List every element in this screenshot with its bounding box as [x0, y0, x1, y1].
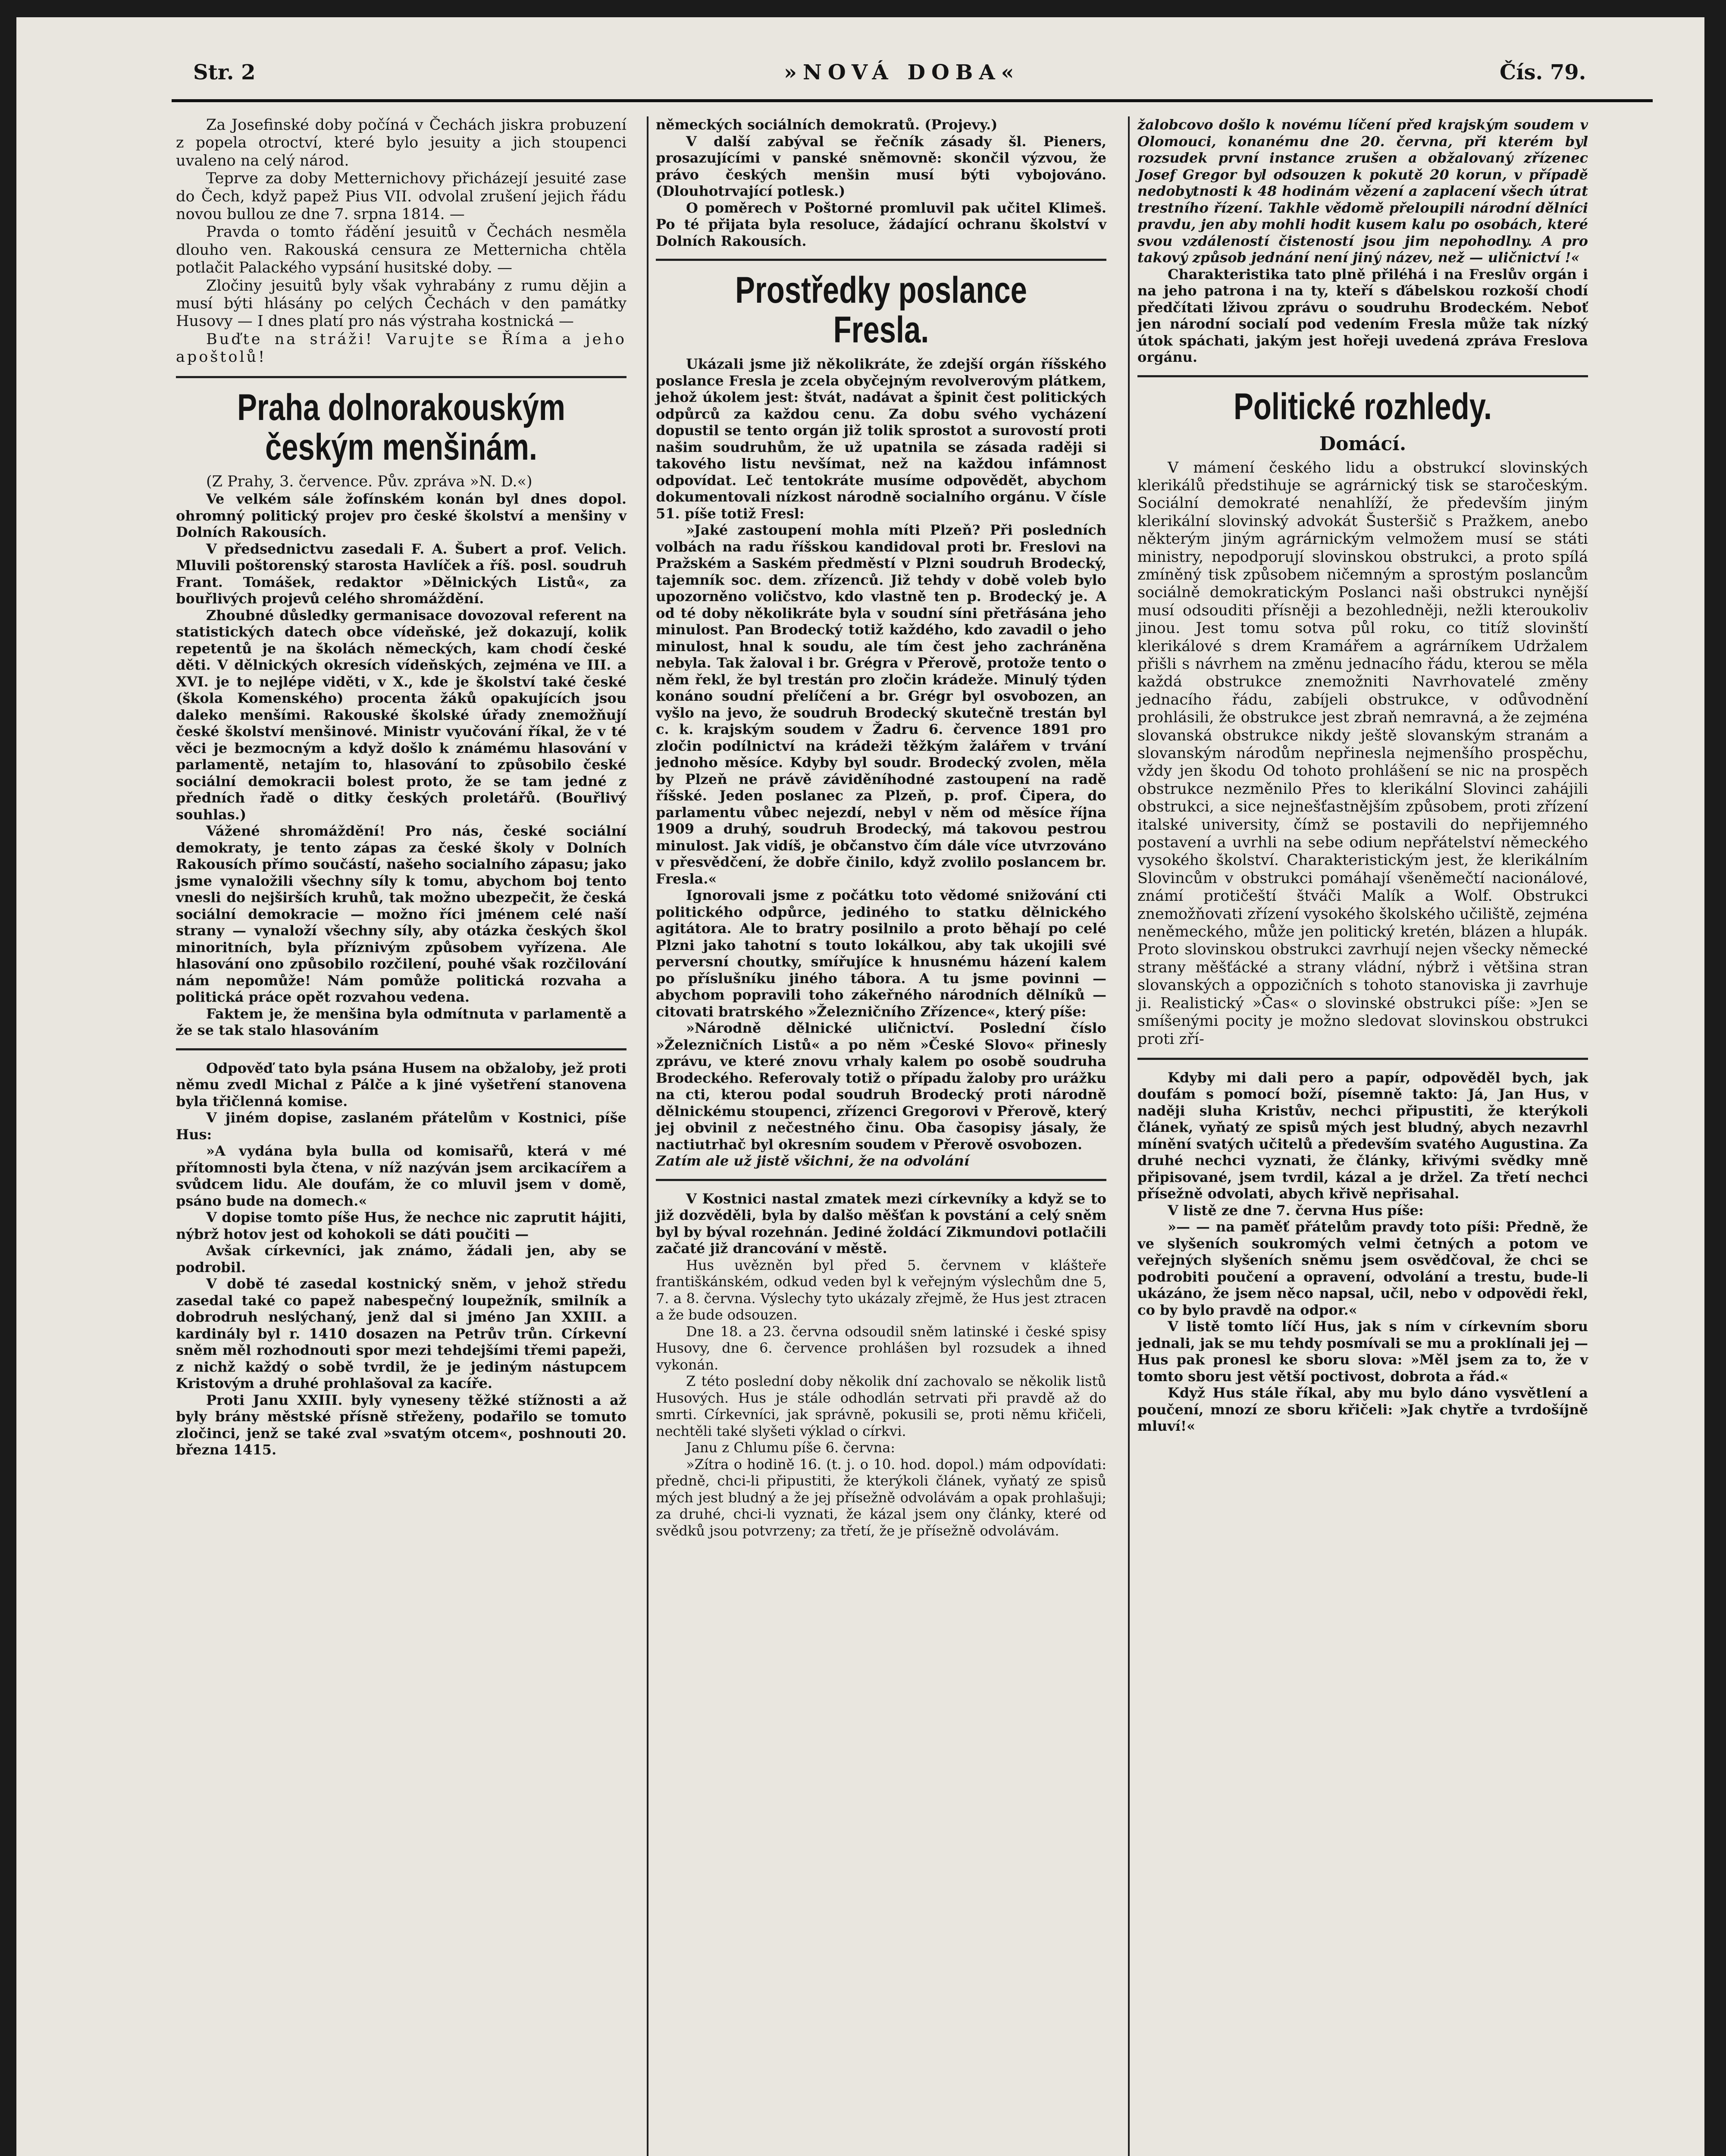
quoted-paragraph: »Zítra o hodině 16. (t. j. o 10. hod. dopol.) mám odpovídati: předně, chci-li připustiti, že kterýkoli článek, vyňatý ze spisů mých jest bludný a že jej přísežně odvolávám a opak prohlašuji; za druhé, chci-li vyznati, že kázal jsem ony články, které od svědků jsou potvrzeny; za třetí, že je přísežně odvolávám. [656, 1456, 1106, 1539]
issue-number: Čís. 79. [1500, 60, 1586, 85]
paragraph: Odpověď tato byla psána Husem na obžaloby, jež proti němu zvedl Michal z Pálče a k jiné vyšetření stanovena byla třičlenná komise. [176, 1059, 626, 1109]
section-headline: Politické rozhledy. [1234, 385, 1492, 427]
newspaper-title: »NOVÁ DOBA« [784, 60, 1020, 85]
paragraph-italic: žalobcovo došlo k novému líčení před krajským soudem v Olomouci, konanému dne 20. června, při kterém byl rozsudek první instance zrušen a obžalovaný zřízenec Josef Gregor byl odsouzen k pokutě 20 korun, v případě nedobytnosti k 48 hodinám vězení a zaplacení všech útrat trestního řízení. Takhle vědomě přeloupili národní dělníci pravdu, jen aby mohli hodit kusem kalu po osobách, které svou vzdáleností čisteností jsou jim nepohodlny. A pro takový způsob jednání není jiný název, než — uličnictví !« [1137, 116, 1588, 266]
paragraph: Hus uvězněn byl před 5. červnem v klášteře františkánském, odkud veden byl k veřejným výslechům dne 5, 7. a 8. června. Výslechy tyto ukázaly zřejmě, že Hus jest ztracen a že bude odsouzen. [656, 1257, 1106, 1323]
paragraph: V další zabýval se řečník zásady šl. Pieners, prosazujícími v panské sněmovně: skončil výzvou, že právo českých menšin musí býti vybojováno. (Dlouhotrvající potlesk.) [656, 133, 1106, 199]
paragraph: Z této poslední doby několik dní zachovalo se několik listů Husových. Hus je stále odhodlán setrvati při pravdě až do smrti. Církevníci, jak správně, pokusili se, proti němu křičeli, nechtěli také slyšeti výklad o církvi. [656, 1373, 1106, 1439]
paragraph: »A vydána byla bulla od komisařů, která v mé přítomnosti byla čtena, v níž nazýván jsem arcikacířem a svůdcem lidu. Ale doufám, že co mluvil jsem v domě, psáno bude na domech.« [176, 1143, 626, 1209]
section-rule [1137, 375, 1588, 377]
section-rule [656, 1179, 1106, 1181]
paragraph: Dne 18. a 23. června odsoudil sněm latinské i české spisy Husovy, dne 6. července prohlášen byl rozsudek a ihned vykonán. [656, 1323, 1106, 1373]
paragraph: V jiném dopise, zaslaném přátelům v Kostnici, píše Hus: [176, 1109, 626, 1143]
paragraph: V době té zasedal kostnický sněm, v jehož středu zasedal také co papež nabespečný loupežník, smilník a dobrodruh neslýchaný, jenž dal si jméno Jan XXIII. a kardinály byl r. 1410 dosazen na Petrův trůn. Církevní sněm měl rozhodnouti spor mezi tehdejšími třemi papeži, z nichž každý o sobě tvrdil, že je jediným nástupcem Kristovým a druhé prohlašoval za kacíře. [176, 1275, 626, 1392]
quoted-paragraph: »— — na paměť přátelům pravdy toto píši: Předně, že ve slyšeních soukromých velmi četných a potom ve veřejných slyšeních sněmu jsem osvědčoval, že chci se podrobiti poučení a opravení, odvolání a trestu, bude-li ukázáno, že jsem něco napsal, učil, nebo v odpovědi řekl, co by bylo pravdě na odpor.« [1137, 1219, 1588, 1318]
paragraph: Když Hus stále říkal, aby mu bylo dáno vysvětlení a poučení, mnozí ze sboru křičeli: »Jak chytře a tvrdošíjně mluví!« [1137, 1385, 1588, 1435]
section-subheading: Domácí. [1319, 432, 1406, 455]
column-3 [1137, 116, 1588, 1435]
paragraph: Ignorovali jsme z počátku toto vědomé snižování cti politického odpůrce, jediného to statku dělnického agitátora. Ale to bratry posilnilo a proto běhají po celé Plzni jako tahotní s touto lokálkou, aby tak ukojili své perversní choutky, smířujíce k hnusnému házení kalem po příslušníku jiného tábora. A tu jsme povinni — abychom popravili toho zákeřného národních dělníků — citovati bratrského »Železničního Zřízence«, který píše: [656, 887, 1106, 1020]
paragraph: Charakteristika tato plně přiléhá i na Freslův orgán i na jeho patrona i na ty, kteří s ďábelskou rozkoší chodí předčítati lživou zprávu o soudruhu Brodeckém. Neboť jen národní socialí pod vedením Fresla může tak nízký útok spáchati, jakým jest hořeji uvedená zpráva Freslova orgánu. [1137, 266, 1588, 365]
paragraph: V listě ze dne 7. června Hus píše: [1168, 1202, 1424, 1219]
paragraph: Za Josefinské doby počíná v Čechách jiskra probuzení z popela otroctví, které bylo jesuity a jich stoupenci uvaleno na celý národ. [176, 116, 626, 169]
section-rule [176, 1048, 626, 1050]
paragraph: Zhoubné důsledky germanisace dovozoval referent na statistických datech obce vídeňské, jež dokazují, kolik repetentů je na školách německých, kam chodí české děti. V dělnických okresích vídeňských, zejména ve III. a XVI. je to nejlépe viděti, v X., kde je školství také české (škola Komenského) procenta žáků opakujících jsou daleko menšími. Rakouské školské úřady znemožňují české školství menšinové. Ministr vyučování říkal, že v té věci je bezmocným a když došlo k známému hlasování v parlamentě, netajím to, hlasování to způsobilo české sociální demokracii bolest proto, že se tam jedné z předních řadě o ditky českých proletářů. (Bouřlivý souhlas.) [176, 607, 626, 823]
column-2 [656, 116, 1106, 1539]
page-number: Str. 2 [193, 60, 256, 85]
paragraph: Pravda o tomto řádění jesuitů v Čechách nesměla dlouho ven. Rakouská censura ze Metternicha chtěla potlačit Palackého vypsání husitské doby. — [176, 223, 626, 277]
paragraph: Teprve za doby Metternichovy přicházejí jesuité zase do Čech, když papež Pius VII. odvolal zrušení jejich řádu novou bullou ze dne 7. srpna 1814. — [176, 170, 626, 223]
quoted-paragraph: »Národně dělnické uličnictví. Poslední číslo »Železničních Listů« a po něm »České Slovo« přinesly zprávu, ve které znovu vrhaly kalem po osobě soudruha Brodeckého. Referovaly totiž o případu žaloby pro urážku na cti, kterou podal soudruh Brodecký proti národně dělnickému stoupenci, zřízenci Gregorovi v Přerově, který jej obvinil z nečestného činu. Oba časopisy jásaly, že nactiutrhač byl okresním soudem v Přerově osvobozen. [656, 1020, 1106, 1153]
column-divider [1128, 116, 1130, 2156]
paragraph: Ve velkém sále žofínském konán byl dnes dopol. ohromný politický projev pro české školství a menšiny v Dolních Rakousích. [176, 491, 626, 541]
dateline: (Z Prahy, 3. července. Pův. zpráva »N. D.«) [206, 473, 533, 490]
article-headline: Praha dolnorakouským českým menšinám. [237, 386, 565, 468]
paragraph: Vážené shromáždění! Pro nás, české sociální demokraty, je tento zápas za české školy v Dolních Rakousích přímo součástí, našeho socialního zápasu; jako jsme vynaložili všechny síly k tomu, abychom boj tento vnesli do nejširších kruhů, tak možno ubezpečit, že česká sociální demokracie — možno říci jménem celé naší strany — vynaloží všechny síly, aby otázka českých škol minoritních, byla příznivým způsobem vyřízena. Ale hlasování ono způsobilo rozčilení, pouhé však rozčilování nám nepomůže! Nám pomůže politická rozvaha a politická práce opět rozvahou vedena. [176, 823, 626, 1006]
article-headline: Prostředky poslance Fresla. [735, 270, 1027, 351]
paragraph: Ukázali jsme již několikráte, že zdejší orgán říšského poslance Fresla je zcela obyčejným revolverovým plátkem, jehož úkolem jest: štvát, nadávat a špinit čest politických odpůrců za každou cenu. Za dobu svého vycházení dopustil se tento orgán již tolik sprostot a surovostí proti našim soudruhům, že už upatnila se zásada raději si takového listu nevšímat, než na každou infámnost odpovídat. Leč tentokráte musíme odpovědět, abychom dokumentovali nízkost národně socialního orgánu. V čísle 51. píše totiž Fresl: [656, 356, 1106, 522]
column-1 [176, 116, 626, 1458]
newspaper-page [16, 17, 1704, 2156]
paragraph: V listě tomto líčí Hus, jak s ním v církevním sboru jednali, jak se mu tehdy posmívali se mu a proklínali jej — Hus pak pronesl ke sboru slova: »Měl jsem za to, že v tomto sboru jest větší poctivost, dobrota a řád.« [1137, 1318, 1588, 1385]
paragraph: Zločiny jesuitů byly však vyhrabány z rumu dějin a musí býti hlásány po celých Čechách v den památky Husovy — I dnes platí pro nás výstraha kostnická — [176, 277, 626, 330]
paragraph: O poměrech v Poštorné promluvil pak učitel Klimeš. Po té přijata byla resoluce, žádající ochranu školství v Dolních Rakousích. [656, 199, 1106, 249]
quoted-paragraph: »Jaké zastoupení mohla míti Plzeň? Při posledních volbách na radu říšskou kandidoval proti br. Freslovi na Pražském a Saském předměstí v Plzni soudruh Brodecký, tajemník soc. dem. zřízenců. Již tehdy v době voleb bylo upozorněno voličstvo, kdo vlastně ten p. Brodecký je. A od té doby několikráte byla v soudní síni přetřásána jeho minulost. Pan Brodecký totiž každého, kdo zavadil o jeho minulost, hnal k soudu, ale tím čest jeho zachráněna nebyla. Tak žaloval i br. Grégra v Přerově, protože tento o něm řekl, že byl trestán pro zločin krádeže. Minulý týden konáno soudní přelíčení a br. Grégr byl osvobozen, an vyšlo na jevo, že soudruh Brodecký skutečně trestán byl c. k. krajským soudem v Žadru 6. července 1891 pro zločin podílnictví na krádeži těžkým žalářem v trvání jednoho měsíce. Kdyby byl soudr. Brodecký zvolen, měla by Plzeň ne právě záviděníhodné zastoupení na radě říšské. Jeden poslanec za Plzeň, p. prof. Čipera, do parlamentu vůbec nejezdí, nebyl v něm od měsíce října 1909 a druhý, soudruh Brodecký, má takovou pestrou minulost. Jak vidíš, je občanstvo čím dále více utvrzováno v přesvědčení, že dobře činilo, když zvolilo poslancem br. Fresla.« [656, 522, 1106, 887]
paragraph: Faktem je, že menšina byla odmítnuta v parlamentě a že se tak stalo hlasováním [176, 1005, 626, 1039]
paragraph: V mámení českého lidu a obstrukcí slovinských klerikálů předstihuje se agrárnický tisk se staročeským. Sociální demokraté nenahlíží, že především jiným klerikální slovinský advokát Šusteršič s Pražkem, anebo některým jiným agrárnickým velmožem musí se státi ministry, nepodporují slovinskou obstrukci, a proto spílá zmíněný tisk způsobem ničemným a sprostým poslancům sociálně demokratickým Poslanci naši obstrukci nynější musí odsouditi přísněji a bezohledněji, nežli kteroukoliv jinou. Jest tomu sotva půl roku, co titíž slovinští klerikálové s drem Kramářem a agrárníkem Udržalem přišli s návrhem na změnu jednacího řádu, kterou se měla každá obstrukce znemožniti Navrhovatelé změny jednacího řádu, zabíjeli obstrukce, v odůvodnění prohlásili, že obstrukce jest zbraň nemravná, a že zejména slovanská obstrukce nikdy ještě slovanským stranám a slovanským národům nepřinesla nejmenšího prospěchu, vždy jen škodu Od tohoto prohlášení se nic na prospěch obstrukce nezměnilo Přes to klerikální Slovinci zahájili obstrukci, a sice nejnešťastnějším způsobem, proti zřízení italské university, čímž se postavili do nepřijemného postavení a uvrhli na sebe odium nepřátelství německého vysokého školství. Charakteristickým jest, že klerikálním Slovincům v obstrukci pomáhají všeněmečtí nacionálové, známí protičeští štváči Malík a Wolf. Obstrukci znemožňovati zřízení vysokého školského učiliště, zejména neněmeckého, může jen politický kretén, blázen a hlupák. Proto slovinskou obstrukci zavrhují nejen všecky německé strany měšťácké a strany vládní, nýbrž i většina stran slovanských a oppozičních s tohoto stanoviska ji zavrhuje ji. Realistický »Čas« o slovinské obstrukci píše: »Jen se smíšenými pocity je možno sledovat slovinskou obstrukci proti zří- [1137, 459, 1588, 1048]
header-rule [172, 99, 1653, 102]
paragraph: V Kostnici nastal zmatek mezi církevníky a když se to již dozvěděli, byla by dalšo měšťan k povstání a celý sněm byl by býval rozehnán. Jediné žoldácí Zikmundovi potlačili začaté již drancování v městě. [656, 1190, 1106, 1257]
section-rule [656, 259, 1106, 261]
masthead [16, 60, 1704, 99]
column-divider [647, 116, 648, 2156]
paragraph: Kdyby mi dali pero a papír, odpověděl bych, jak doufám s pomocí boží, písemně takto: Já, Jan Hus, v naději sluha Kristův, nechci připustiti, že kterýkoli článek, vyňatý ze spisů mých jest bludný, abych nezavrhl mínění svatých učitelů a především svatého Augustina. Za druhé nechci vyznati, že články, křivými svědky mně připisované, jsem tvrdil, kázal a je držel. Za třetí nechci přísežně odvolati, abych křivě nepřisahal. [1137, 1069, 1588, 1202]
paragraph: V předsednictvu zasedali F. A. Šubert a prof. Velich. Mluvili poštorenský starosta Havlíček a říš. posl. soudruh Frant. Tomášek, redaktor »Dělnických Listů«, za bouřlivých projevů celého shromáždění. [176, 540, 626, 607]
paragraph: Avšak církevníci, jak známo, žádali jen, aby se podrobil. [176, 1242, 626, 1275]
paragraph-emphasis: Buďte na stráži! Varujte se Říma a jeho apoštolů! [176, 330, 626, 366]
paragraph: V dopise tomto píše Hus, že nechce nic zaprutit hájiti, nýbrž hotov jest od kohokoli se dáti poučiti — [176, 1209, 626, 1242]
paragraph: Janu z Chlumu píše 6. června: [686, 1439, 896, 1456]
paragraph: německých sociálních demokratů. (Projevy.) [656, 116, 998, 133]
section-rule [1137, 1058, 1588, 1060]
section-rule [176, 376, 626, 378]
paragraph: Proti Janu XXIII. byly vyneseny těžké stížnosti a až byly brány městské přísně střeženy, podařilo se tomuto zločinci, jenž se také zval »svatým otcem«, poshnouti 20. března 1415. [176, 1391, 626, 1458]
paragraph-italic: Zatím ale už jistě všichni, že na odvolání [656, 1153, 970, 1169]
